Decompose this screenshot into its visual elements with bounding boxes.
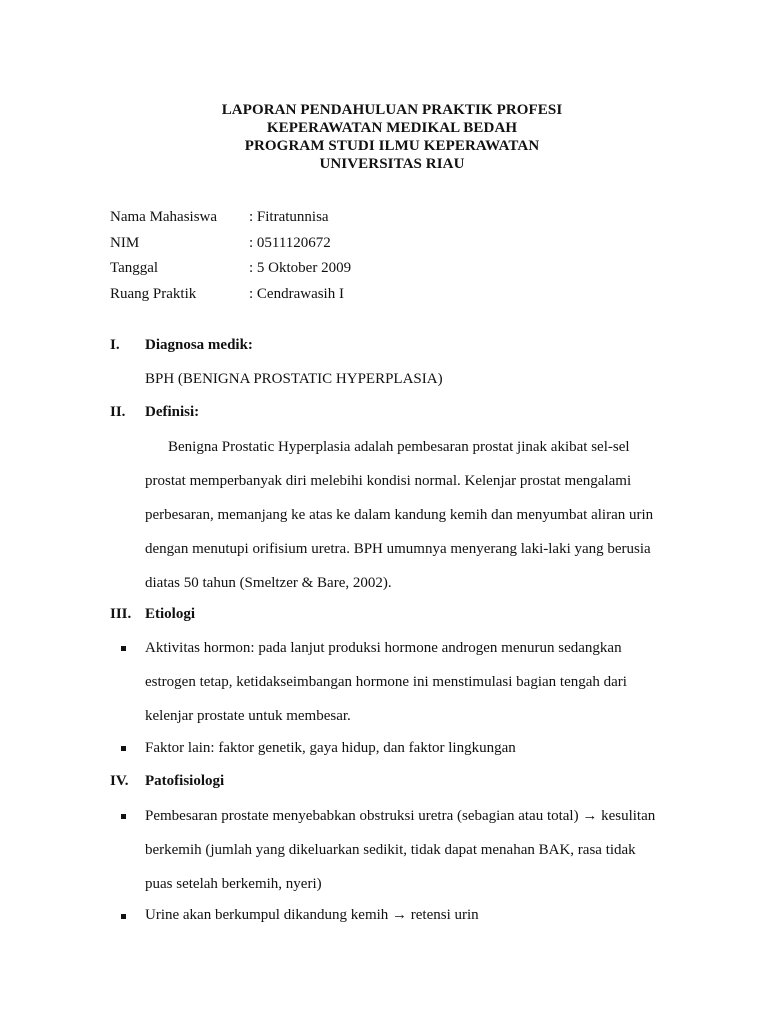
student-info — [110, 205, 610, 307]
etiology-item — [145, 631, 678, 733]
pathophysiology-item — [145, 799, 678, 901]
bullet-icon — [121, 746, 126, 751]
section-title: Patofisiologi — [145, 773, 225, 789]
item-line: berkemih (jumlah yang dikeluarkan sedikit, tidak dapat menahan BAK, rasa tidak — [145, 842, 636, 858]
diagnosis-text: BPH (BENIGNA PROSTATIC HYPERPLASIA) — [145, 371, 443, 387]
info-label: Nama Mahasiswa — [110, 209, 218, 225]
document-title — [0, 101, 768, 173]
section-number: IV. — [110, 773, 129, 789]
etiology-item: Faktor lain: faktor genetik, gaya hidup, dan faktor lingkungan — [145, 740, 516, 756]
section-title: Definisi: — [145, 404, 200, 420]
title-line: LAPORAN PENDAHULUAN PRAKTIK PROFESI — [221, 102, 563, 118]
section-title: Diagnosa medik: — [145, 337, 253, 353]
paragraph-line: prostat memperbanyak diri melebihi kondisi normal. Kelenjar prostat mengalami — [145, 473, 632, 489]
paragraph-line: perbesaran, memanjang ke atas ke dalam kandung kemih dan menyumbat aliran urin — [145, 507, 654, 523]
title-line: UNIVERSITAS RIAU — [319, 156, 465, 172]
info-row-date — [110, 256, 610, 282]
bullet-icon — [121, 914, 126, 919]
section-number: II. — [110, 404, 126, 420]
info-value: : Cendrawasih I — [249, 285, 344, 302]
info-row-nim — [110, 231, 610, 257]
info-row-room — [110, 282, 610, 308]
paragraph-line: Benigna Prostatic Hyperplasia adalah pembesaran prostat jinak akibat sel-sel — [168, 439, 630, 455]
paragraph-line: dengan menutupi orifisium uretra. BPH umumnya menyerang laki-laki yang berusia — [145, 541, 651, 557]
section-number: I. — [110, 337, 120, 353]
definition-paragraph — [145, 430, 678, 600]
info-value: : 5 Oktober 2009 — [249, 260, 352, 276]
pathophysiology-item: Urine akan berkumpul dikandung kemih → retensi urin — [145, 907, 479, 923]
info-label: Tanggal — [110, 260, 159, 276]
title-line: KEPERAWATAN MEDIKAL BEDAH — [266, 120, 518, 136]
bullet-icon — [121, 814, 126, 819]
bullet-icon — [121, 646, 126, 651]
item-line: puas setelah berkemih, nyeri) — [145, 876, 322, 892]
info-label: Ruang Praktik — [110, 285, 197, 302]
section-number: III. — [110, 606, 132, 622]
item-line: estrogen tetap, ketidakseimbangan hormone ini menstimulasi bagian tengah dari — [145, 674, 627, 690]
info-row-name — [110, 205, 610, 231]
item-line: Aktivitas hormon: pada lanjut produksi hormone androgen menurun sedangkan — [145, 640, 622, 656]
item-line: kelenjar prostate untuk membesar. — [145, 708, 351, 724]
title-line: PROGRAM STUDI ILMU KEPERAWATAN — [244, 138, 540, 154]
info-value: : Fitratunnisa — [249, 209, 329, 225]
info-value: : 0511120672 — [249, 234, 331, 251]
paragraph-line: diatas 50 tahun (Smeltzer & Bare, 2002). — [145, 575, 392, 591]
section-title: Etiologi — [145, 606, 196, 622]
item-line: Pembesaran prostate menyebabkan obstruksi uretra (sebagian atau total) → kesulitan — [145, 808, 656, 824]
info-label: NIM — [110, 234, 140, 251]
